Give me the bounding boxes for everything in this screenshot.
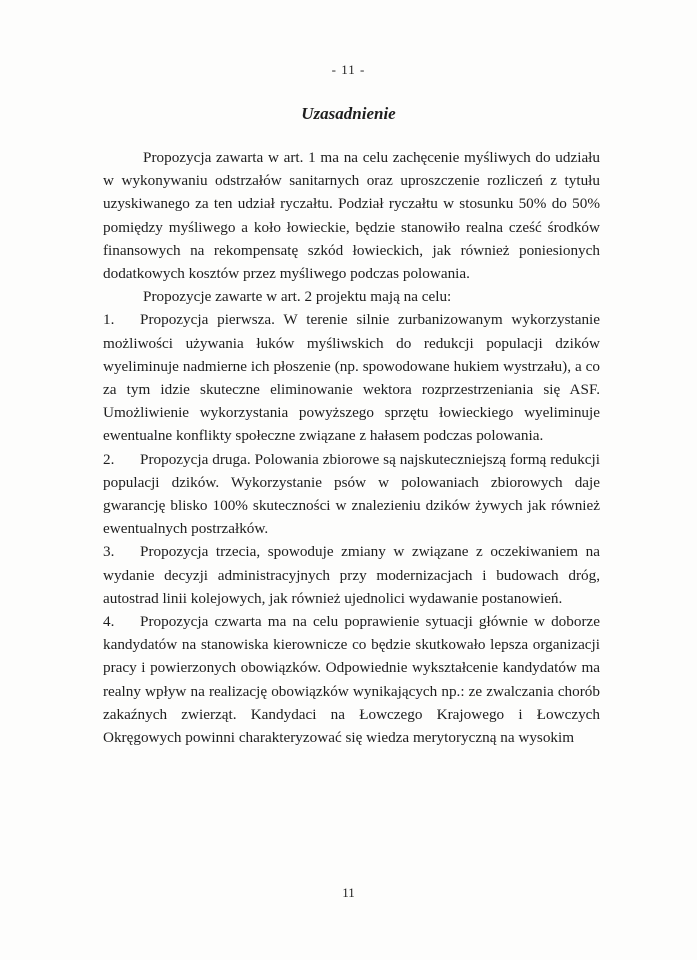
list-item (103, 308, 600, 447)
page-number-top: - 11 - (331, 62, 366, 77)
list-item-number: 2. (103, 450, 115, 468)
list-item-number: 3. (103, 543, 115, 561)
list-item-text: Propozycja druga. Polowania zbiorowe są najskuteczniejszą formą redukcji populacji dzików. Wykorzystanie psów w polowaniach zbiorowych daje gwarancję blisko 100% skuteczności w znalezieniu dzików żywych jak również ewentualnych postrzałków. (103, 450, 600, 538)
list-item-text: Propozycja czwarta ma na celu poprawienie sytuacji głównie w doborze kandydatów na stanowiska kierownicze co będzie skutkowało lepsza organizacji pracy i powierzonych obowiązków. Odpowiednie wykształcenie kandydatów ma realny wpływ na realizację obowiązków wynikających np.: ze zwalczania chorób zakaźnych zwierząt. Kandydaci na Łowczego Krajowego i Łowczych Okręgowych powinni charakteryzować się wiedza merytoryczną na wysokim (103, 613, 600, 747)
document-title: Uzasadnienie (301, 104, 396, 123)
list-item (103, 610, 600, 749)
list-item-number: 4. (103, 613, 115, 631)
list-item (103, 448, 600, 541)
list-item (103, 540, 600, 610)
page-number-bottom: 11 (342, 885, 355, 900)
list-item-text: Propozycja trzecia, spowoduje zmiany w związane z oczekiwaniem na wydanie decyzji administracyjnych przy modernizacjach i budowach dróg, autostrad linii kolejowych, jak również ujednolici wydawanie postanowień. (103, 543, 600, 607)
paragraph-purpose: Propozycje zawarte w art. 2 projektu mają na celu: (143, 288, 452, 306)
document-body (103, 146, 600, 749)
paragraph-intro: Propozycja zawarta w art. 1 ma na celu zachęcenie myśliwych do udziału w wykonywaniu odstrzałów sanitarnych oraz uproszczenie rozliczeń z tytułu uzyskiwanego za ten udział ryczałtu. Podział ryczałtu w stosunku 50% do 50% pomiędzy myśliwego a koło łowieckie, będzie stanowiło realna cześć środków finansowych na rekompensatę szkód łowieckich, jak również poniesionych dodatkowych kosztów przez myśliwego podczas polowania. (103, 149, 600, 283)
list-item-text: Propozycja pierwsza. W terenie silnie zurbanizowanym wykorzystanie możliwości używania łuków myśliwskich do redukcji populacji dzików wyeliminuje nadmierne ich płoszenie (np. spowodowane hukiem wystrzału), a co za tym idzie skuteczne eliminowanie wektora rozprzestrzeniania się ASF. Umożliwienie wykorzystania powyższego sprzętu łowieckiego wyeliminuje ewentualne konflikty społeczne związane z hałasem podczas polowania. (103, 311, 600, 445)
list-item-number: 1. (103, 311, 115, 329)
